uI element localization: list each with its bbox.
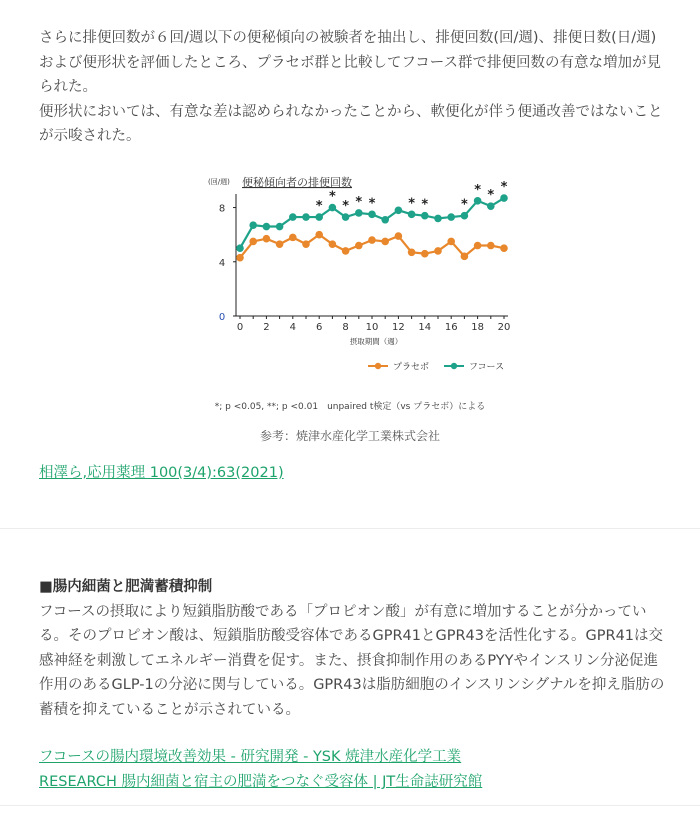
bottom-divider bbox=[0, 805, 700, 806]
significance-mark: * bbox=[460, 197, 468, 213]
significance-mark: * bbox=[342, 199, 350, 215]
data-point bbox=[500, 244, 508, 252]
reference-link[interactable]: 相澤ら,応用薬理 100(3/4):63(2021) bbox=[39, 465, 284, 481]
y-tick-label: 4 bbox=[218, 257, 226, 269]
data-point bbox=[434, 215, 442, 223]
data-point bbox=[368, 236, 376, 244]
data-point bbox=[342, 213, 350, 221]
data-point bbox=[249, 221, 257, 229]
significance-mark: * bbox=[368, 196, 376, 212]
chart-ylabel: (回/週) bbox=[208, 178, 230, 186]
x-tick-label: 2 bbox=[263, 322, 270, 333]
data-point bbox=[395, 232, 403, 240]
intro-paragraph-1: さらに排便回数が６回/週以下の便秘傾向の被験者を抽出し、排便回数(回/週)、排便日数(日/週)および便形状を評価したところ、プラセボ群と比較してフコース群で排便回数の有意な増加が見られた。 bbox=[39, 30, 662, 95]
chart-note: *; p <0.05, **; p <0.01 unpaired t検定（vs プラセボ）による bbox=[214, 402, 486, 412]
x-tick-label: 4 bbox=[289, 322, 296, 333]
data-point bbox=[474, 197, 482, 205]
data-point bbox=[461, 253, 469, 261]
data-point bbox=[315, 231, 323, 239]
data-point bbox=[263, 235, 271, 243]
section-body: フコースの摂取により短鎖脂肪酸である「プロピオン酸」が有意に増加することが分かっている。そのプロピオン酸は、短鎖脂肪酸受容体であるGPR41とGPR43を活性化する。GPR41は交感神経を刺激してエネルギー消費を促す。また、摂食抑制作用のあるPYYやインスリン分泌促進作用のあるGLP-1の分泌に関与している。GPR43は脂肪細胞のインスリンシグナルを抑え脂肪の蓄積を抑えていることが示されている。 bbox=[39, 603, 665, 718]
data-point bbox=[355, 209, 363, 217]
x-tick-label: 0 bbox=[236, 322, 244, 333]
x-tick-label: 12 bbox=[392, 322, 405, 333]
legend-marker bbox=[451, 363, 457, 369]
data-point bbox=[487, 202, 495, 210]
data-point bbox=[276, 223, 284, 231]
x-tick-label: 14 bbox=[418, 322, 432, 333]
significance-mark: * bbox=[500, 180, 508, 196]
significance-mark: * bbox=[355, 194, 363, 210]
significance-mark: * bbox=[408, 196, 416, 212]
data-point bbox=[381, 216, 389, 224]
section-divider bbox=[0, 528, 700, 529]
chart-title: 便秘傾向者の排便回数 bbox=[242, 176, 352, 189]
data-point bbox=[315, 213, 323, 221]
data-point bbox=[474, 242, 482, 250]
legend-label: フコース bbox=[469, 362, 505, 373]
data-point bbox=[302, 240, 310, 248]
data-point bbox=[395, 206, 403, 214]
section-title: ■腸内細菌と肥満蓄積抑制 bbox=[39, 579, 213, 595]
data-point bbox=[276, 240, 284, 248]
data-point bbox=[355, 242, 363, 250]
significance-mark: * bbox=[315, 199, 323, 215]
data-point bbox=[329, 240, 337, 248]
section-obesity bbox=[39, 575, 669, 722]
data-point bbox=[461, 212, 469, 220]
data-point bbox=[302, 213, 310, 221]
y-tick-label: 0 bbox=[218, 312, 226, 323]
significance-mark: * bbox=[421, 197, 429, 213]
data-point bbox=[487, 242, 495, 250]
data-point bbox=[381, 238, 389, 246]
x-tick-label: 20 bbox=[497, 322, 511, 333]
chart-xlabel: 摂取期間（週） bbox=[349, 337, 403, 346]
data-point bbox=[249, 238, 257, 246]
significance-mark: * bbox=[474, 182, 482, 198]
x-tick-label: 8 bbox=[342, 322, 349, 333]
data-point bbox=[236, 244, 244, 252]
legend-label: プラセボ bbox=[393, 362, 430, 373]
data-point bbox=[447, 213, 455, 221]
x-tick-label: 10 bbox=[365, 322, 379, 333]
data-point bbox=[447, 238, 455, 246]
significance-mark: * bbox=[487, 188, 495, 204]
x-tick-label: 16 bbox=[444, 322, 458, 333]
chart-svg bbox=[200, 168, 530, 378]
x-tick-label: 18 bbox=[471, 322, 484, 333]
y-tick-label: 8 bbox=[218, 203, 226, 215]
data-point bbox=[408, 211, 416, 219]
x-tick-label: 6 bbox=[316, 322, 323, 333]
chart-credit: 参考：焼津水産化学工業株式会社 bbox=[259, 429, 440, 443]
data-point bbox=[263, 223, 271, 231]
ysk-research-link[interactable]: フコースの腸内環境改善効果 - 研究開発 - YSK 焼津水産化学工業 bbox=[39, 749, 462, 765]
intro-text bbox=[39, 26, 669, 149]
chart-legend bbox=[368, 362, 504, 373]
data-point bbox=[289, 213, 297, 221]
data-point bbox=[368, 211, 376, 219]
jt-research-link[interactable]: RESEARCH 腸内細菌と宿主の肥満をつなぐ受容体 | JT生命誌研究館 bbox=[39, 774, 483, 790]
data-point bbox=[329, 204, 337, 212]
data-point bbox=[421, 250, 429, 258]
data-point bbox=[500, 194, 508, 202]
significance-mark: * bbox=[328, 189, 336, 205]
intro-paragraph-2: 便形状においては、有意な差は認められなかったことから、軟便化が伴う便通改善ではないことが示唆された。 bbox=[39, 103, 663, 144]
data-point bbox=[236, 254, 244, 262]
data-point bbox=[289, 234, 297, 242]
data-point bbox=[342, 247, 350, 255]
data-point bbox=[408, 248, 416, 256]
bowel-chart bbox=[200, 168, 530, 378]
legend-marker bbox=[375, 363, 381, 369]
data-point bbox=[421, 212, 429, 220]
data-point bbox=[434, 247, 442, 255]
